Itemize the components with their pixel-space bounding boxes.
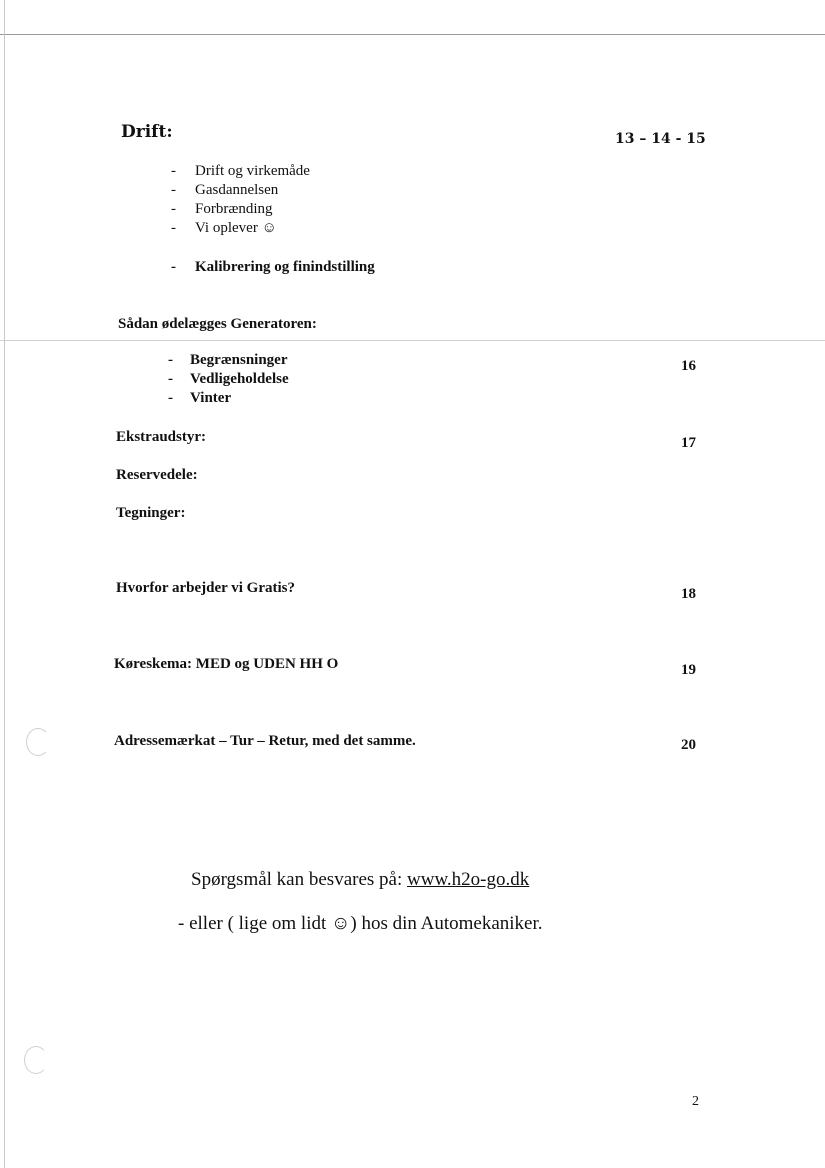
list-item-label: Gasdannelsen [195, 182, 279, 198]
punch-hole-1 [26, 728, 50, 756]
section-koreskema-pages: 19 [681, 662, 696, 678]
list-item-label: Begrænsninger [190, 352, 288, 368]
top-rule [0, 34, 825, 35]
item-dash: - [171, 259, 176, 275]
middle-rule [0, 340, 825, 341]
list-item-label: Vedligeholdelse [190, 371, 289, 387]
list-item [171, 259, 375, 276]
list-item [168, 371, 289, 388]
list-item [171, 182, 278, 199]
punch-hole-2 [24, 1046, 48, 1074]
section-tegninger-heading: Tegninger: [116, 505, 186, 521]
questions-line [191, 869, 529, 891]
section-odelaegges-heading: Sådan ødelægges Generatoren: [118, 316, 317, 332]
item-dash: - [171, 182, 176, 198]
item-dash: - [168, 371, 173, 387]
section-reservedele-heading: Reservedele: [116, 467, 198, 483]
list-item [171, 163, 310, 180]
section-ekstraudstyr-pages: 17 [681, 435, 696, 451]
list-item-label: Vi oplever ☺ [195, 220, 277, 236]
section-gratis-pages: 18 [681, 586, 696, 602]
section-adresse-heading: Adressemærkat – Tur – Retur, med det samme. [114, 733, 416, 749]
item-dash: - [171, 201, 176, 217]
list-item [171, 201, 273, 218]
list-item-label: Vinter [190, 390, 232, 406]
left-margin-line [4, 0, 5, 1168]
section-drift-heading: Drift: [121, 122, 173, 142]
list-item-label: Forbrænding [195, 201, 273, 217]
list-item-label: Drift og virkemåde [195, 163, 310, 179]
section-odelaegges-pages: 16 [681, 358, 696, 374]
section-koreskema-heading: Køreskema: MED og UDEN HH O [114, 656, 339, 672]
section-drift-pages: 13 – 14 - 15 [615, 131, 706, 147]
page-number: 2 [692, 1094, 699, 1109]
item-dash: - [168, 352, 173, 368]
item-dash: - [171, 220, 176, 236]
questions-text: Spørgsmål kan besvares på: [191, 869, 407, 890]
list-item [168, 390, 231, 407]
section-ekstraudstyr-heading: Ekstraudstyr: [116, 429, 207, 445]
item-dash: - [171, 163, 176, 179]
list-item-label: Kalibrering og finindstilling [195, 259, 375, 275]
list-item [168, 352, 288, 369]
section-adresse-pages: 20 [681, 737, 696, 753]
mechanic-line: - eller ( lige om lidt ☺) hos din Automekaniker. [178, 913, 543, 934]
list-item [171, 220, 277, 237]
website-link[interactable]: www.h2o-go.dk [407, 869, 530, 890]
item-dash: - [168, 390, 173, 406]
section-gratis-heading: Hvorfor arbejder vi Gratis? [116, 580, 295, 596]
